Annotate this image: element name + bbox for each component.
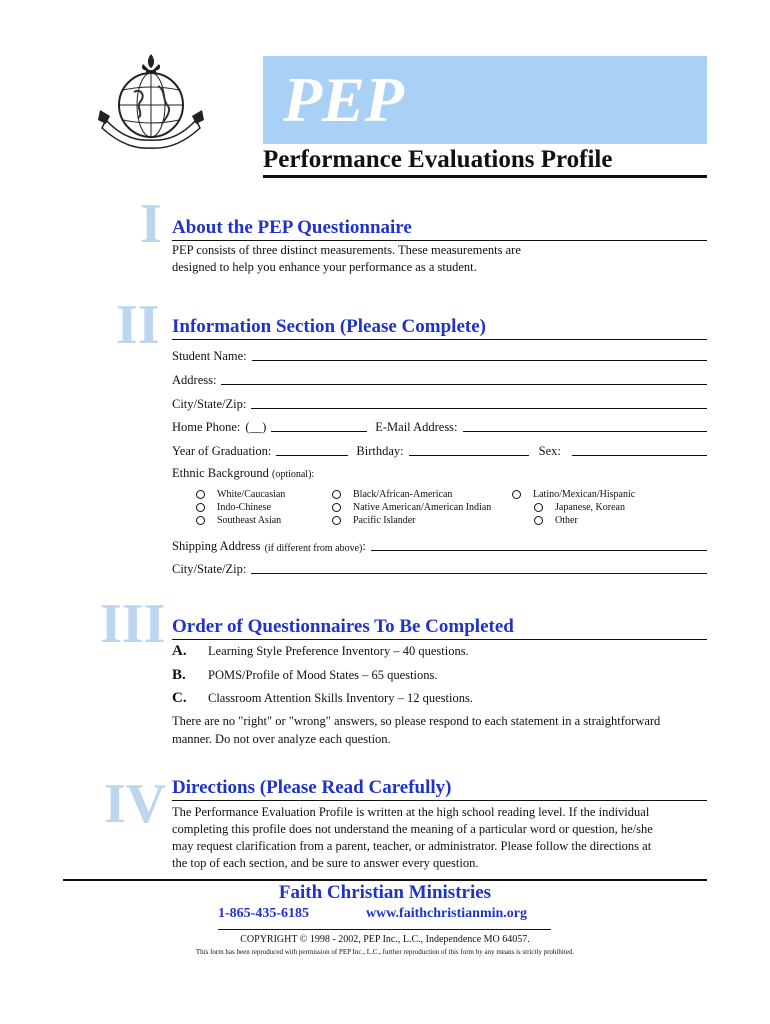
sex-field[interactable] bbox=[572, 441, 707, 456]
city-state-zip-label: City/State/Zip: bbox=[172, 397, 247, 411]
phone-area-code-field[interactable]: (__) bbox=[245, 420, 267, 434]
directions-line-2: completing this profile does not understand the meaning of a particular word or question, he/she bbox=[172, 822, 653, 836]
section-heading-order: Order of Questionnaires To Be Completed bbox=[172, 615, 707, 640]
ethnic-options-col-3 bbox=[512, 488, 635, 527]
globe-seal-icon bbox=[96, 50, 206, 150]
ethnic-option-white[interactable] bbox=[196, 488, 285, 501]
option-label: Latino/Mexican/Hispanic bbox=[533, 489, 636, 500]
disclaimer-text: This form has been reproduced with permission of PEP Inc., L.C., further reproduction of this form by any means is strictly prohibited. bbox=[195, 948, 575, 956]
shipping-address-label: Shipping Address bbox=[172, 539, 261, 553]
address-label: Address: bbox=[172, 373, 217, 387]
radio-circle-icon[interactable] bbox=[196, 503, 205, 512]
section-numeral-3: III bbox=[100, 593, 166, 655]
student-name-field[interactable] bbox=[252, 346, 707, 361]
ethnic-background-label bbox=[172, 466, 314, 481]
section-numeral-4: IV bbox=[104, 773, 167, 835]
shipping-city-state-zip-field[interactable] bbox=[251, 559, 707, 574]
ethnic-option-japanese-korean[interactable] bbox=[512, 501, 635, 514]
radio-circle-icon[interactable] bbox=[534, 516, 543, 525]
order-text: Learning Style Preference Inventory – 40 questions. bbox=[208, 644, 469, 658]
shipping-note: (if different from above) bbox=[264, 543, 363, 554]
order-item-b bbox=[172, 667, 438, 684]
ethnic-options-col-2 bbox=[332, 488, 491, 527]
option-label: Other bbox=[555, 515, 578, 526]
order-text: POMS/Profile of Mood States – 65 questions. bbox=[208, 668, 438, 682]
page-title: PEP bbox=[283, 64, 404, 135]
order-letter: A. bbox=[172, 643, 187, 659]
address-row bbox=[172, 368, 707, 388]
order-item-c bbox=[172, 690, 473, 707]
email-field[interactable] bbox=[463, 417, 707, 432]
birthday-field[interactable] bbox=[409, 441, 529, 456]
order-letter: C. bbox=[172, 690, 187, 706]
radio-circle-icon[interactable] bbox=[196, 490, 205, 499]
home-phone-field[interactable] bbox=[271, 417, 367, 432]
student-name-row bbox=[172, 344, 707, 364]
order-note-line-1: There are no "right" or "wrong" answers, so please respond to each statement in a straightforward bbox=[172, 714, 661, 728]
graduation-birthday-sex-row bbox=[172, 439, 707, 459]
order-item-a bbox=[172, 643, 469, 660]
year-graduation-field[interactable] bbox=[276, 441, 348, 456]
ethnic-option-native-american[interactable] bbox=[332, 501, 491, 514]
radio-circle-icon[interactable] bbox=[332, 490, 341, 499]
ethnic-option-latino[interactable] bbox=[512, 488, 635, 501]
ethnic-option-pacific-islander[interactable] bbox=[332, 514, 491, 527]
radio-circle-icon[interactable] bbox=[534, 503, 543, 512]
sex-label: Sex: bbox=[538, 444, 561, 458]
shipping-city-state-zip-label: City/State/Zip: bbox=[172, 562, 247, 576]
city-state-zip-row bbox=[172, 392, 707, 412]
section-heading-about: About the PEP Questionnaire bbox=[172, 216, 707, 241]
footer-website-link[interactable]: www.faithchristianmin.org bbox=[366, 906, 527, 921]
option-label: Pacific Islander bbox=[353, 515, 416, 526]
option-label: Native American/American Indian bbox=[353, 502, 492, 513]
directions-line-3: may request clarification from a parent, teacher, or administrator. Please follow the directions at bbox=[172, 839, 652, 853]
order-text: Classroom Attention Skills Inventory – 12 questions. bbox=[208, 691, 473, 705]
option-label: Indo-Chinese bbox=[217, 502, 271, 513]
option-label: Japanese, Korean bbox=[555, 502, 625, 513]
about-text-line-2: designed to help you enhance your performance as a student. bbox=[172, 260, 477, 274]
option-label: White/Caucasian bbox=[217, 489, 286, 500]
footer-organization: Faith Christian Ministries bbox=[278, 882, 492, 903]
student-name-label: Student Name: bbox=[172, 349, 247, 363]
option-label: Southeast Asian bbox=[217, 515, 282, 526]
city-state-zip-field[interactable] bbox=[251, 394, 707, 409]
ethnic-optional-text: (optional): bbox=[271, 469, 315, 480]
radio-circle-icon[interactable] bbox=[512, 490, 521, 499]
footer-divider bbox=[63, 879, 707, 881]
section-heading-information: Information Section (Please Complete) bbox=[172, 315, 707, 340]
ethnic-option-southeast-asian[interactable] bbox=[196, 514, 285, 527]
footer-divider-small bbox=[218, 929, 551, 930]
copyright-text: COPYRIGHT © 1998 - 2002, PEP Inc., L.C., Independence MO 64057. bbox=[240, 934, 530, 945]
directions-line-1: The Performance Evaluation Profile is written at the high school reading level. If the individual bbox=[172, 805, 650, 819]
ethnic-label-text: Ethnic Background bbox=[172, 466, 269, 480]
home-phone-label: Home Phone: bbox=[172, 420, 241, 434]
shipping-colon: : bbox=[362, 539, 366, 553]
footer-phone: 1-865-435-6185 bbox=[218, 906, 309, 921]
order-note-line-2: manner. Do not over analyze each question. bbox=[172, 732, 391, 746]
order-letter: B. bbox=[172, 667, 186, 683]
radio-circle-icon[interactable] bbox=[196, 516, 205, 525]
radio-circle-icon[interactable] bbox=[332, 503, 341, 512]
title-banner bbox=[263, 56, 707, 144]
directions-line-4: the top of each section, and be sure to answer every question. bbox=[172, 856, 479, 870]
section-numeral-1: I bbox=[140, 193, 162, 255]
about-text-line-1: PEP consists of three distinct measurements. These measurements are bbox=[172, 243, 521, 257]
shipping-address-row bbox=[172, 534, 707, 554]
email-label: E-Mail Address: bbox=[375, 420, 458, 434]
radio-circle-icon[interactable] bbox=[332, 516, 341, 525]
page-subtitle: Performance Evaluations Profile bbox=[263, 145, 707, 178]
address-field[interactable] bbox=[221, 370, 707, 385]
ethnic-option-indo-chinese[interactable] bbox=[196, 501, 285, 514]
section-numeral-2: II bbox=[116, 294, 160, 356]
ethnic-option-black[interactable] bbox=[332, 488, 491, 501]
section-heading-directions: Directions (Please Read Carefully) bbox=[172, 776, 707, 801]
ethnic-options-col-1 bbox=[196, 488, 285, 527]
year-graduation-label: Year of Graduation: bbox=[172, 444, 272, 458]
phone-email-row bbox=[172, 415, 707, 435]
shipping-address-field[interactable] bbox=[371, 536, 707, 551]
ethnic-option-other[interactable] bbox=[512, 514, 635, 527]
option-label: Black/African-American bbox=[353, 489, 453, 500]
shipping-city-state-zip-row bbox=[172, 557, 707, 577]
birthday-label: Birthday: bbox=[356, 444, 404, 458]
